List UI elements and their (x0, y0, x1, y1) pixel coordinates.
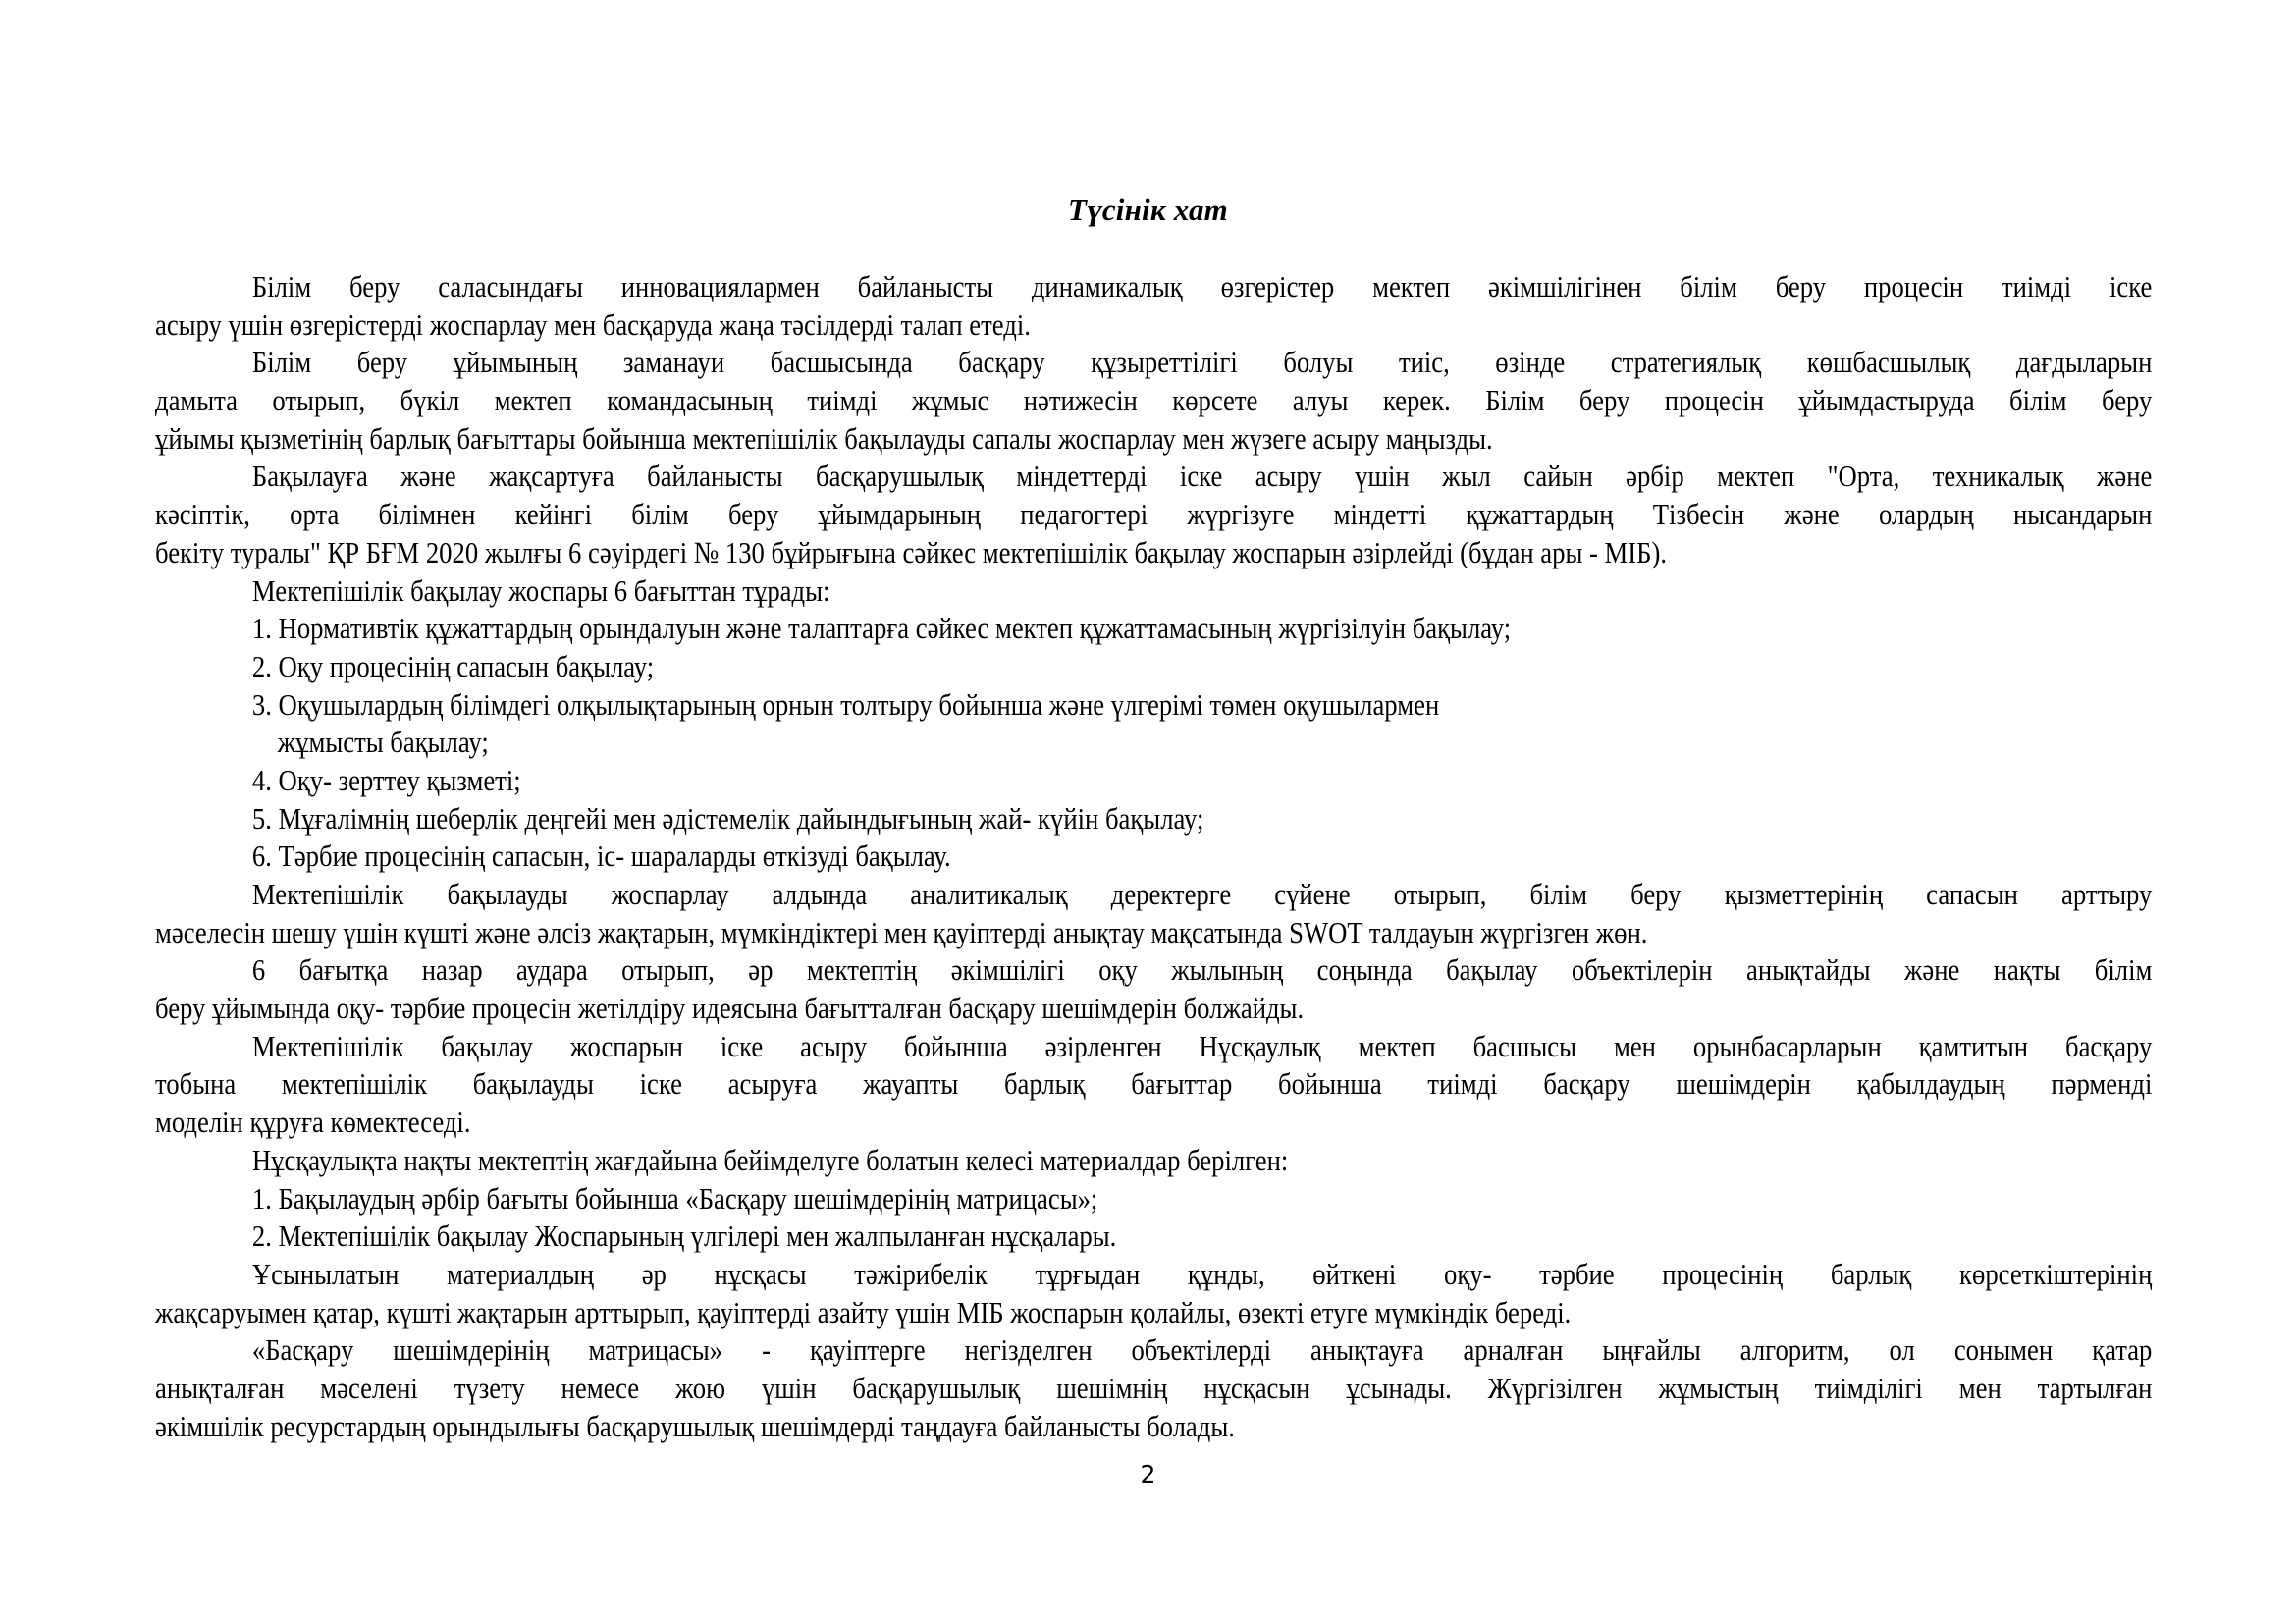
text-line: Бақылауға және жақсартуға байланысты басқарушылық міндеттерді іске асыру үшін жыл сайын әрбір мектеп "Орта, техникалық және (251, 459, 2153, 494)
text-line: беру ұйымында оқу- тәрбие процесін жетілдіру идеясына бағытталған басқару шешімдерін болжайды. (155, 991, 1305, 1026)
text-line: «Басқару шешімдерінің матрицасы» - қауіптерге негізделген объектілерді анықтауға арналған ыңғайлы алгоритм, ол сонымен қатар (251, 1332, 2153, 1368)
text-line: Ұсынылатын материалдың әр нұсқасы тәжірибелік тұрғыдан құнды, өйткені оқу- тәрбие процесінің барлық көрсеткіштерінің (251, 1256, 2153, 1291)
text-line: ұйымы қызметінің барлық бағыттары бойынша мектепішілік бақылауды сапалы жоспарлау мен жүзеге асыру маңызды. (155, 420, 1493, 456)
text-line: 6 бағытқа назар аудара отырып, әр мектептің әкімшілігі оқу жылының соңында бақылау объектілерін анықтайды және нақты білім (251, 952, 2153, 988)
document-title: Түсінік хат (1068, 192, 1228, 227)
text-line: бекіту туралы" ҚР БҒМ 2020 жылғы 6 сәуірдегі № 130 бұйрығына сәйкес мектепішілік бақылау жоспарын әзірлейді (бұдан ары - МІБ). (155, 534, 1668, 569)
text-line: жақсаруымен қатар, күшті жақтарын арттырып, қауіптерді азайту үшін МІБ жоспарын қолайлы, өзекті етуге мүмкіндік береді. (155, 1294, 1572, 1329)
text-line: 2. Мектепішілік бақылау Жоспарының үлгілері мен жалпыланған нұсқалары. (251, 1218, 1117, 1254)
text-line: жұмысты бақылау; (277, 725, 489, 760)
text-line: Мектепішілік бақылау жоспарын іске асыру бойынша әзірленген Нұсқаулық мектеп басшысы мен орынбасарларын қамтитын басқару (251, 1028, 2153, 1063)
text-line: 6. Тәрбие процесінің сапасын, іс- шараларды өткізуді бақылау. (251, 839, 951, 874)
text-line: Мектепішілік бақылау жоспары 6 бағыттан тұрады: (251, 572, 830, 608)
text-line: асыру үшін өзгерістерді жоспарлау мен басқаруда жаңа тәсілдерді талап етеді. (155, 306, 1031, 342)
text-line: 3. Оқушылардың білімдегі олқылықтарының орнын толтыру бойынша және үлгерімі төмен оқушылармен (251, 686, 1440, 722)
text-line: дамыта отырып, бүкіл мектеп командасының тиімді жұмыс нәтижесін көрсете алуы керек. Білім беру процесін ұйымдастыруда білім беру (155, 383, 2153, 418)
text-line: 1. Нормативтік құжаттардың орындалуын және талаптарға сәйкес мектеп құжаттамасының жүргізілуін бақылау; (251, 611, 1512, 646)
text-line: тобына мектепішілік бақылауды іске асыруға жауапты барлық бағыттар бойынша тиімді басқару шешімдерін қабылдаудың пәрменді (155, 1066, 2153, 1102)
text-line: Нұсқаулықта нақты мектептің жағдайына бейімделуге болатын келесі материалдар берілген: (251, 1142, 1289, 1177)
text-line: кәсіптік, орта білімнен кейінгі білім беру ұйымдарының педагогтері жүргізуге міндетті құжаттардың Тізбесін және олардың нысандарын (155, 497, 2153, 532)
text-line: Білім беру саласындағы инновациялармен байланысты динамикалық өзгерістер мектеп әкімшілігінен білім беру процесін тиімді іске (251, 269, 2153, 303)
text-line: 5. Мұғалімнің шеберлік деңгейі мен әдістемелік дайындығының жай- күйін бақылау; (251, 800, 1204, 836)
page-number: 2 (1140, 1460, 1156, 1489)
text-line: әкімшілік ресурстардың орындылығы басқарушылық шешімдерді таңдауға байланысты болады. (155, 1408, 1235, 1443)
document-body (155, 268, 2152, 1445)
text-line: моделін құруға көмектеседі. (155, 1105, 471, 1140)
text-line: 2. Оқу процесінің сапасын бақылау; (251, 648, 655, 683)
text-line: Мектепішілік бақылауды жоспарлау алдында аналитикалық деректерге сүйене отырып, білім беру қызметтерінің сапасын арттыру (251, 877, 2153, 911)
text-line: мәселесін шешу үшін күшті және әлсіз жақтарын, мүмкіндіктері мен қауіптерді анықтау мақсатында SWOT талдауын жүргізген жөн. (155, 914, 1648, 949)
text-line: 4. Оқу- зерттеу қызметі; (251, 762, 521, 797)
text-line: Білім беру ұйымының заманауи басшысында басқару құзыреттілігі болуы тиіс, өзінде стратегиялық көшбасшылық дағдыларын (251, 345, 2153, 380)
text-line: анықталған мәселені түзету немесе жою үшін басқарушылық шешімнің нұсқасын ұсынады. Жүргізілген жұмыстың тиімділігі мен тартылған (155, 1370, 2153, 1405)
text-line: 1. Бақылаудың әрбір бағыты бойынша «Басқару шешімдерінің матрицасы»; (251, 1180, 1098, 1216)
